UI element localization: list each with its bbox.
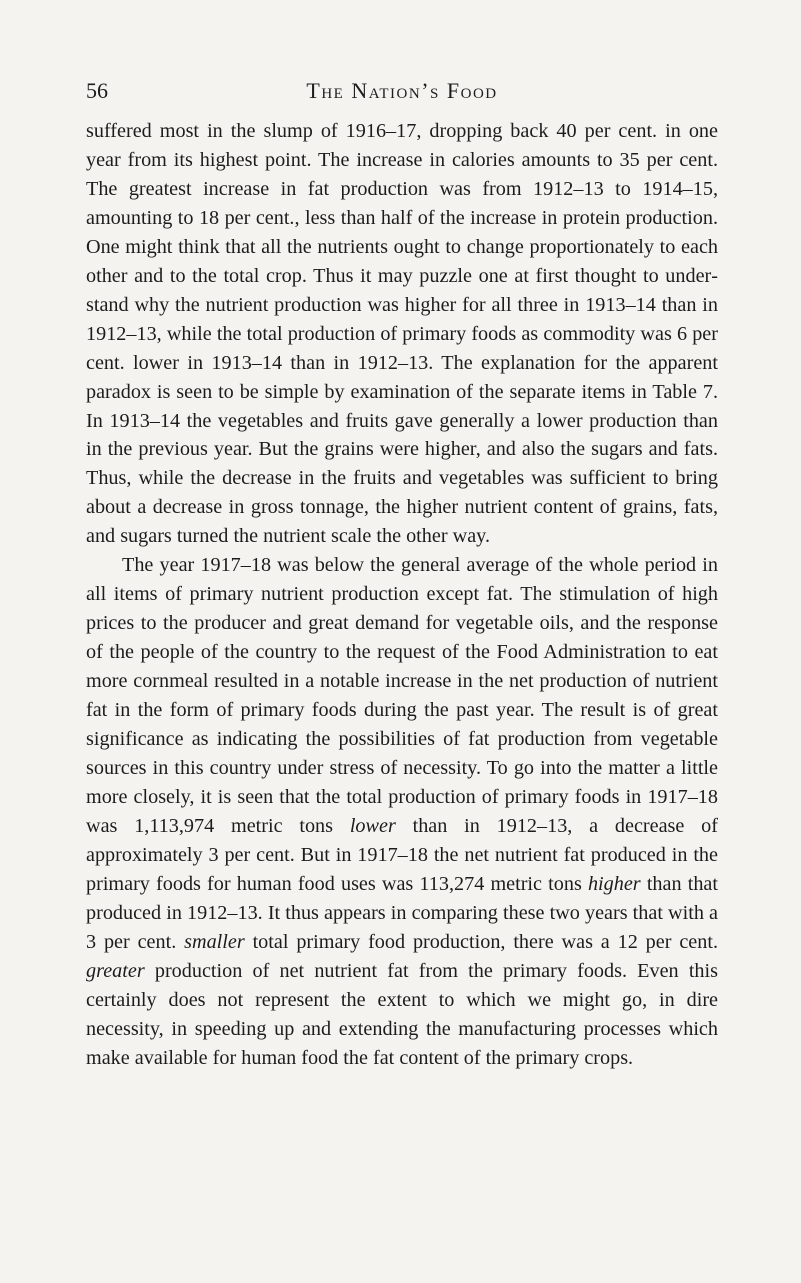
- running-title: The Nation’s Food: [306, 78, 498, 103]
- paragraph-1: [86, 117, 718, 551]
- body-text: [86, 117, 718, 1072]
- paragraph-text: suffered most in the slump of 1916–17, dropping back 40 per cent. in one year from its highest point. The increase in calories amounts to 35 per cent. The greatest increase in fat production was from 1912–13 to 1914–15, amounting to 18 per cent., less than half of the increase in protein production. One might think that all the nutrients ought to change proportionately to each other and to the total crop. Thus it may puzzle one at first thought to understand why the nutrient production was higher for all three in 1913–14 than in 1912–13, while the total production of primary foods as commodity was 6 per cent. lower in 1913–14 than in 1912–13. The explanation for the apparent paradox is seen to be simple by examination of the separate items in Table 7. In 1913–14 the vegetables and fruits gave generally a lower production than in the previous year. But the grains were higher, and also the sugars and fats. Thus, while the decrease in the fruits and vegetables was sufficient to bring about a decrease in gross tonnage, the higher nutrient content of grains, fats, and sugars turned the nutrient scale the other way.: [86, 120, 718, 548]
- paragraph-text: than that produced in 1912–13. It thus appears in comparing these two years that with a 3 per cent.: [86, 872, 718, 953]
- italic-emphasis: greater: [86, 959, 145, 982]
- italic-emphasis: lower: [349, 814, 396, 837]
- italic-emphasis: higher: [587, 872, 641, 895]
- paragraph-text: production of net nutrient fat from the primary foods. Even this certainly does not represent the extent to which we might go, in dire necessity, in speeding up and extending the manufacturing processes which make available for human food the fat content of the primary crops.: [86, 959, 718, 1069]
- paragraph-text: than in 1912–13, a decrease of approximately 3 per cent. But in 1917–18 the net nutrient fat produced in the primary foods for human food uses was 113,274 metric tons: [86, 814, 718, 895]
- paragraph-text: The year 1917–18 was below the general average of the whole period in all items of primary nutrient production except fat. The stimulation of high prices to the producer and great demand for vegetable oils, and the response of the people of the country to the request of the Food Administration to eat more cornmeal resulted in a notable increase in the net production of nutrient fat in the form of primary foods during the past year. The result is of great significance as indicating the possibilities of fat production from vegetable sources in this country under stress of necessity. To go into the matter a little more closely, it is seen that the total production of primary foods in 1917–18 was 1,113,974 metric tons: [86, 554, 718, 837]
- paragraph-text: total primary food production, there was a 12 per cent.: [244, 930, 718, 953]
- page-number: 56: [86, 78, 108, 103]
- italic-emphasis: smaller: [184, 930, 245, 953]
- paragraph-2: [86, 551, 718, 1072]
- running-head: [86, 76, 718, 106]
